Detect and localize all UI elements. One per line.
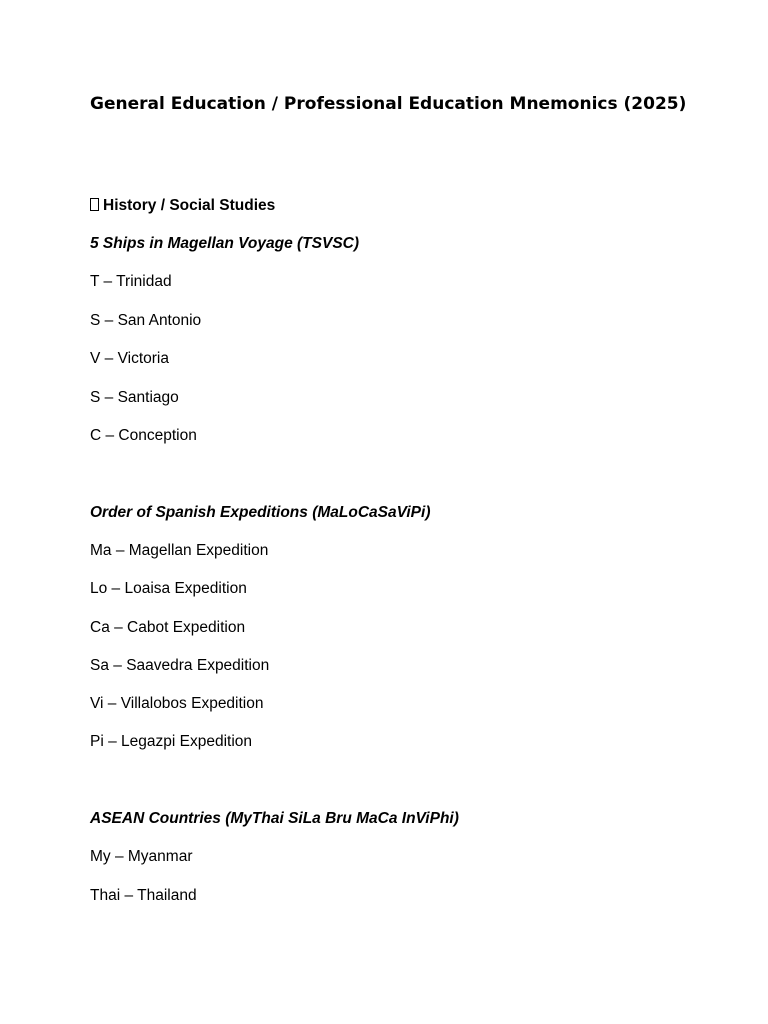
group-title-asean-countries: ASEAN Countries (MyThai SiLa Bru MaCa InViPhi) [90, 810, 459, 827]
list-item: Lo – Loaisa Expedition [90, 580, 247, 597]
list-item: Vi – Villalobos Expedition [90, 695, 264, 712]
list-item: Thai – Thailand [90, 887, 197, 904]
group-title-spanish-expeditions: Order of Spanish Expeditions (MaLoCaSaViPi) [90, 504, 431, 521]
list-item: Pi – Legazpi Expedition [90, 733, 253, 750]
section-heading-label: History / Social Studies [103, 197, 276, 214]
list-item: S – San Antonio [90, 312, 202, 329]
list-item: C – Conception [90, 427, 197, 444]
list-item: My – Myanmar [90, 848, 193, 865]
list-item: Ca – Cabot Expedition [90, 619, 246, 636]
document-title: General Education / Professional Education Mnemonics (2025) [90, 94, 687, 114]
box-glyph-icon [90, 198, 99, 211]
list-item: Ma – Magellan Expedition [90, 542, 269, 559]
group-title-magellan-ships: 5 Ships in Magellan Voyage (TSVSC) [90, 235, 360, 252]
list-item: Sa – Saavedra Expedition [90, 657, 270, 674]
list-item: S – Santiago [90, 389, 179, 406]
list-item: V – Victoria [90, 350, 169, 367]
section-heading [90, 196, 275, 216]
list-item: T – Trinidad [90, 273, 172, 290]
